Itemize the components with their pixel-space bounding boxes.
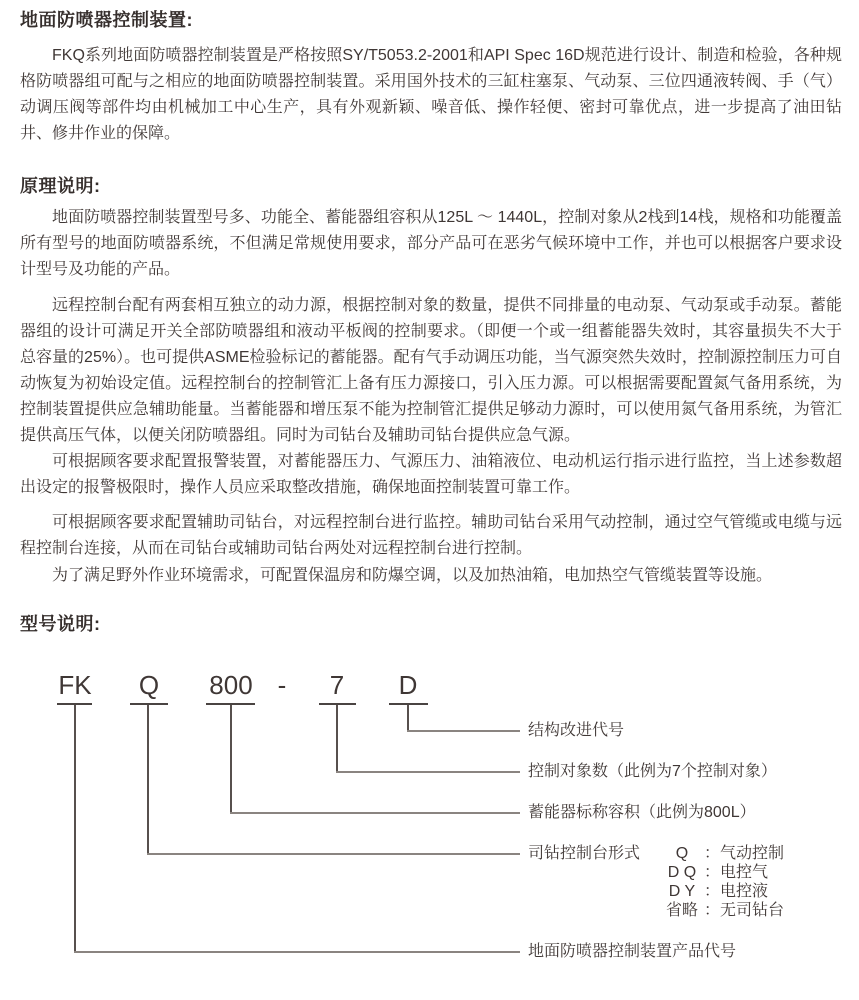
code-part-d: D <box>398 670 418 700</box>
connector-vertical-q <box>147 705 149 855</box>
code-part-800: 800 <box>209 670 253 700</box>
console-option-row <box>660 902 784 920</box>
connector-vertical-fk <box>74 705 76 953</box>
connector-horizontal-d <box>407 730 520 732</box>
connector-horizontal-fk <box>74 951 520 953</box>
section-title-model: 型号说明: <box>20 614 101 634</box>
console-option-code: 省略 <box>665 902 698 919</box>
label-console-type: 司钻控制台形式 <box>528 845 641 862</box>
console-option-desc: 气动控制 <box>720 845 785 862</box>
connector-vertical-800 <box>230 705 232 814</box>
console-option-desc: 电控液 <box>720 883 769 900</box>
underline-q <box>130 703 168 705</box>
code-part-q: Q <box>138 670 160 700</box>
section-title-principle: 原理说明: <box>20 176 101 196</box>
device-paragraph: FKQ系列地面防喷器控制装置是严格按照SY/T5053.2-2001和API Spec 16D规范进行设计、制造和检验，各种规格防喷器组可配与之相应的地面防喷器控制装置。采用国外技术的三缸柱塞泵、气动泵、三位四通液转阀、手（气）动调压阀等部件均由机械加工中心生产，具有外观新颖、噪音低、操作轻便、密封可靠优点，进一步提高了油田钻井、修井作业的保障。 <box>20 47 842 142</box>
connector-vertical-d <box>407 705 409 732</box>
section-title-device: 地面防喷器控制装置: <box>20 10 193 30</box>
connector-horizontal-7 <box>336 771 520 773</box>
console-option-sep: ： <box>704 883 721 900</box>
console-option-sep: ： <box>704 902 721 919</box>
label-structure-code: 结构改进代号 <box>528 722 625 739</box>
connector-horizontal-800 <box>230 812 520 814</box>
code-part-fk: FK <box>58 670 92 700</box>
code-part-dash: - <box>277 670 287 700</box>
label-product-code: 地面防喷器控制装置产品代号 <box>528 943 737 960</box>
console-option-desc: 无司钻台 <box>720 902 785 919</box>
label-accumulator-volume: 蓄能器标称容积（此例为800L） <box>528 804 756 821</box>
console-option-row <box>660 883 768 901</box>
principle-paragraph-3: 可根据顾客要求配置报警装置，对蓄能器压力、气源压力、油箱液位、电动机运行指示进行监控，当上述参数超出设定的报警极限时，操作人员应采取整改措施，确保地面控制装置可靠工作。 <box>20 453 842 496</box>
console-option-row <box>660 864 768 882</box>
console-option-code: D Q <box>667 864 697 881</box>
label-control-objects: 控制对象数（此例为7个控制对象） <box>528 763 777 780</box>
console-option-sep: ： <box>704 845 721 862</box>
principle-paragraph-1: 地面防喷器控制装置型号多、功能全、蓄能器组容积从125L ～ 1440L，控制对象从2栈到14栈，规格和功能覆盖所有型号的地面防喷器系统，不但满足常规使用要求，部分产品可在恶劣气候环境中工作，并也可以根据客户要求设计型号及功能的产品。 <box>20 209 842 278</box>
principle-paragraph-5: 为了满足野外作业环境需求，可配置保温房和防爆空调，以及加热油箱，电加热空气管缆装置等设施。 <box>52 567 773 584</box>
code-part-7: 7 <box>329 670 345 700</box>
principle-paragraph-4: 可根据顾客要求配置辅助司钻台，对远程控制台进行监控。辅助司钻台采用气动控制，通过空气管缆或电缆与远程控制台连接，从而在司钻台或辅助司钻台两处对远程控制台进行控制。 <box>20 514 842 557</box>
console-option-code: D Y <box>668 883 696 900</box>
console-option-sep: ： <box>704 864 721 881</box>
connector-horizontal-q <box>147 853 520 855</box>
principle-paragraph-2: 远程控制台配有两套相互独立的动力源，根据控制对象的数量，提供不同排量的电动泵、气动泵或手动泵。蓄能器组的设计可满足开关全部防喷器组和液动平板阀的控制要求。（即便一个或一组蓄能器失效时，其容量损失不大于总容量的25%）。也可提供ASME检验标记的蓄能器。配有气手动调压功能，当气源突然失效时，控制源控制压力可自动恢复为初始设定值。远程控制台的控制管汇上备有压力源接口，引入压力源。可以根据需要配置氮气备用系统，为控制装置提供应急辅助能量。当蓄能器和增压泵不能为控制管汇提供足够动力源时，可以使用氮气备用系统，为管汇提供高压气体，以便关闭防喷器组。同时为司钻台及辅助司钻台提供应急气源。 <box>20 297 842 444</box>
console-option-code: Q <box>675 845 689 862</box>
console-option-desc: 电控气 <box>720 864 769 881</box>
connector-vertical-7 <box>336 705 338 773</box>
console-option-row <box>660 845 784 863</box>
